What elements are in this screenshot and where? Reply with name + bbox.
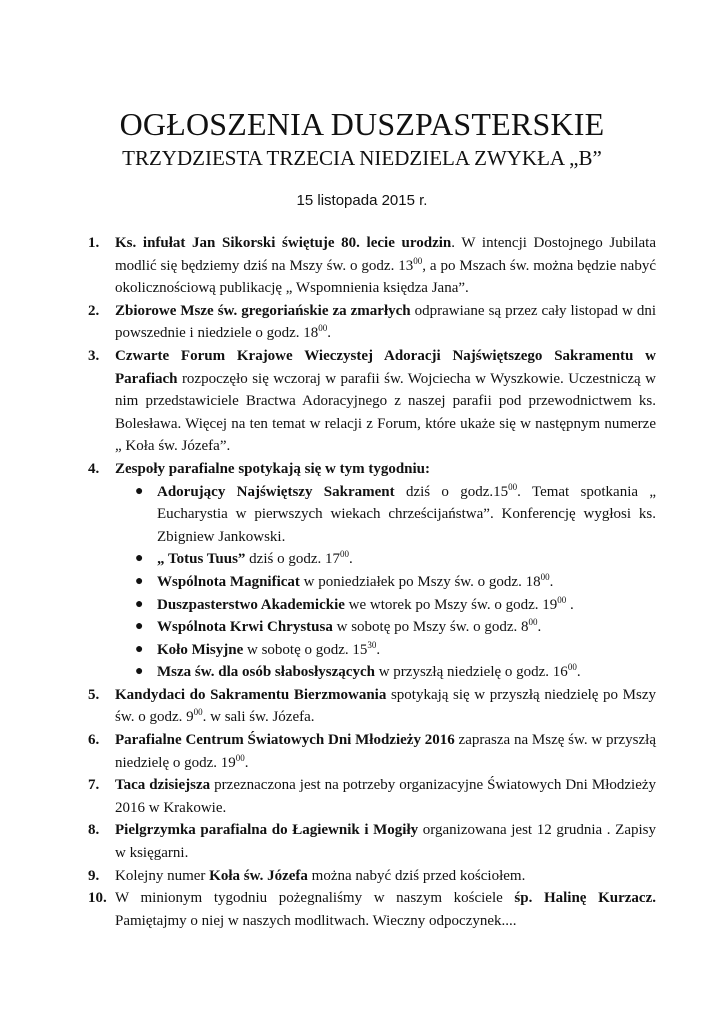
- time-minutes: 00: [557, 594, 567, 605]
- item-text: .: [327, 325, 332, 342]
- item-heading: Pielgrzymka parafialna do Łagiewnik i Mogiły: [115, 822, 419, 839]
- item-number: 2.: [88, 302, 100, 319]
- item-number: 7.: [88, 777, 100, 794]
- group-name: Adorujący Najświętszy Sakrament: [157, 483, 395, 500]
- group-name: Wspólnota Magnificat: [157, 573, 300, 590]
- page-subtitle: TRZYDZIESTA TRZECIA NIEDZIELA ZWYKŁA „B”: [122, 146, 602, 170]
- group-item: [135, 661, 656, 684]
- item-text: Kolejny numer: [115, 867, 210, 884]
- group-text: dziś o godz.15: [394, 483, 509, 500]
- time-minutes: 00: [528, 617, 538, 628]
- group-text: .: [537, 619, 542, 636]
- announcement-item: [88, 865, 656, 888]
- bullet-icon: ●: [135, 664, 144, 680]
- item-number: 1.: [88, 235, 100, 251]
- bullet-icon: ●: [135, 641, 144, 657]
- item-text: rozpoczęło się wczoraj w parafii św. Wojciecha w Wyszkowie. Uczestniczą w nim przedstawiciele Bractwa Adoracyjnego z naszej parafii pod przewodnictwem ks. Bolesława. Więcej na ten temat w relacji z Forum, które ukaże się w następnym numerze „ Koła św. Józefa”.: [115, 370, 656, 455]
- group-text: w sobotę po Mszy św. o godz. 8: [332, 619, 529, 636]
- item-text: .: [244, 754, 249, 771]
- announcement-item: [88, 819, 656, 864]
- group-item: [135, 639, 656, 662]
- group-text: .: [549, 573, 554, 590]
- item-heading: Parafialne Centrum Światowych Dni Młodzieży 2016: [115, 732, 455, 749]
- item-heading: Taca dzisiejsza: [115, 777, 211, 794]
- item-number: 6.: [88, 732, 100, 749]
- group-text: dziś o godz. 17: [245, 551, 340, 568]
- page-title: OGŁOSZENIA DUSZPASTERSKIE: [119, 106, 605, 142]
- bullet-icon: ●: [135, 619, 144, 635]
- time-minutes: 00: [567, 662, 577, 673]
- item-heading: Koła św. Józefa: [209, 867, 308, 884]
- group-text: . Temat spotkania „ Eucharystia w pierwszych wiekach chrześcijaństwa”. Konferencję wygłosi ks. Zbigniew Jankowski.: [157, 483, 657, 545]
- time-minutes: 00: [340, 549, 349, 560]
- item-number: 5.: [88, 686, 100, 703]
- item-number: 3.: [88, 347, 100, 364]
- group-text: .: [349, 551, 353, 568]
- announcement-item: [88, 345, 656, 458]
- announcement-item: [88, 300, 656, 345]
- group-name: Msza św. dla osób słabosłyszących: [157, 664, 375, 681]
- item-text: , a po Mszach św. można będzie nabyć okolicznościową publikację „ Wspomnienia księdza Jana”.: [115, 257, 656, 297]
- item-heading: Czwarte Forum Krajowe Wieczystej Adoracji Najświętszego Sakramentu w Parafiach: [115, 347, 656, 387]
- time-minutes: 00: [318, 323, 328, 334]
- group-text: .: [576, 664, 581, 681]
- item-heading: Kandydaci do Sakramentu Bierzmowania: [115, 686, 387, 703]
- announcement-item: [88, 887, 656, 932]
- announcement-item: [88, 774, 656, 819]
- announcement-list: [88, 232, 656, 932]
- item-text: zaprasza na Mszę św. w przyszłą niedzielę o godz. 19: [115, 732, 657, 771]
- group-item: [135, 481, 657, 549]
- item-text: . W intencji Dostojnego Jubilata modlić się będziemy dziś na Mszy św. o godz. 13: [115, 235, 657, 274]
- item-text: W minionym tygodniu pożegnaliśmy w naszym kościele: [115, 890, 515, 907]
- group-text: w przyszłą niedzielę o godz. 16: [374, 664, 568, 681]
- announcement-item: [88, 729, 656, 774]
- item-text: odprawiane są przez cały listopad w dni powszednie i niedziele o godz. 18: [115, 302, 656, 342]
- announcement-item: [88, 684, 656, 729]
- item-number: 4.: [88, 460, 100, 477]
- group-text: w poniedziałek po Mszy św. o godz. 18: [299, 573, 541, 590]
- group-text: we wtorek po Mszy św. o godz. 19: [344, 596, 558, 613]
- group-name: Koło Misyjne: [157, 641, 244, 658]
- group-item: [135, 571, 656, 594]
- time-minutes: 30: [367, 639, 377, 650]
- parish-groups-list: [115, 481, 656, 684]
- group-text: w sobotę o godz. 15: [243, 641, 368, 658]
- time-minutes: 00: [540, 571, 550, 582]
- announcement-date: 15 listopada 2015 r.: [296, 192, 428, 209]
- item-number: 8.: [88, 822, 100, 839]
- item-text: można nabyć dziś przed kościołem.: [307, 867, 526, 884]
- group-name: Wspólnota Krwi Chrystusa: [157, 619, 333, 636]
- item-number: 10.: [88, 890, 107, 907]
- item-text: przeznaczona jest na potrzeby organizacyjne Światowych Dni Młodzieży 2016 w Krakowie.: [115, 777, 657, 816]
- group-name: Duszpasterstwo Akademickie: [157, 596, 345, 613]
- item-text: organizowana jest 12 grudnia . Zapisy w księgarni.: [115, 822, 656, 862]
- group-name: „ Totus Tuus”: [157, 551, 246, 568]
- time-minutes: 00: [193, 707, 203, 718]
- announcement-item: [88, 232, 656, 300]
- bullet-icon: ●: [135, 573, 144, 589]
- item-heading: Ks. infułat Jan Sikorski świętuje 80. lecie urodzin: [115, 235, 452, 251]
- group-item: [135, 548, 656, 571]
- item-text: spotykają się w przyszłą niedzielę po Mszy św. o godz. 9: [115, 686, 656, 726]
- bullet-icon: ●: [135, 596, 144, 612]
- item-text: . w sali św. Józefa.: [202, 709, 315, 726]
- group-text: .: [566, 596, 574, 613]
- group-item: [135, 594, 656, 617]
- item-heading: śp. Halinę Kurzacz.: [514, 890, 656, 907]
- time-minutes: 00: [235, 752, 245, 763]
- bullet-icon: ●: [135, 483, 144, 499]
- item-number: 9.: [88, 867, 100, 884]
- bullet-icon: ●: [135, 551, 144, 567]
- announcement-item: [88, 458, 656, 684]
- time-minutes: 00: [508, 481, 518, 492]
- group-text: .: [376, 641, 381, 658]
- group-item: [135, 616, 656, 639]
- item-heading: Zespoły parafialne spotykają się w tym tygodniu:: [115, 460, 431, 477]
- time-minutes: 00: [413, 255, 423, 266]
- item-text: Pamiętajmy o niej w naszych modlitwach. Wieczny odpoczynek....: [115, 912, 517, 929]
- item-heading: Zbiorowe Msze św. gregoriańskie za zmarłych: [115, 302, 411, 319]
